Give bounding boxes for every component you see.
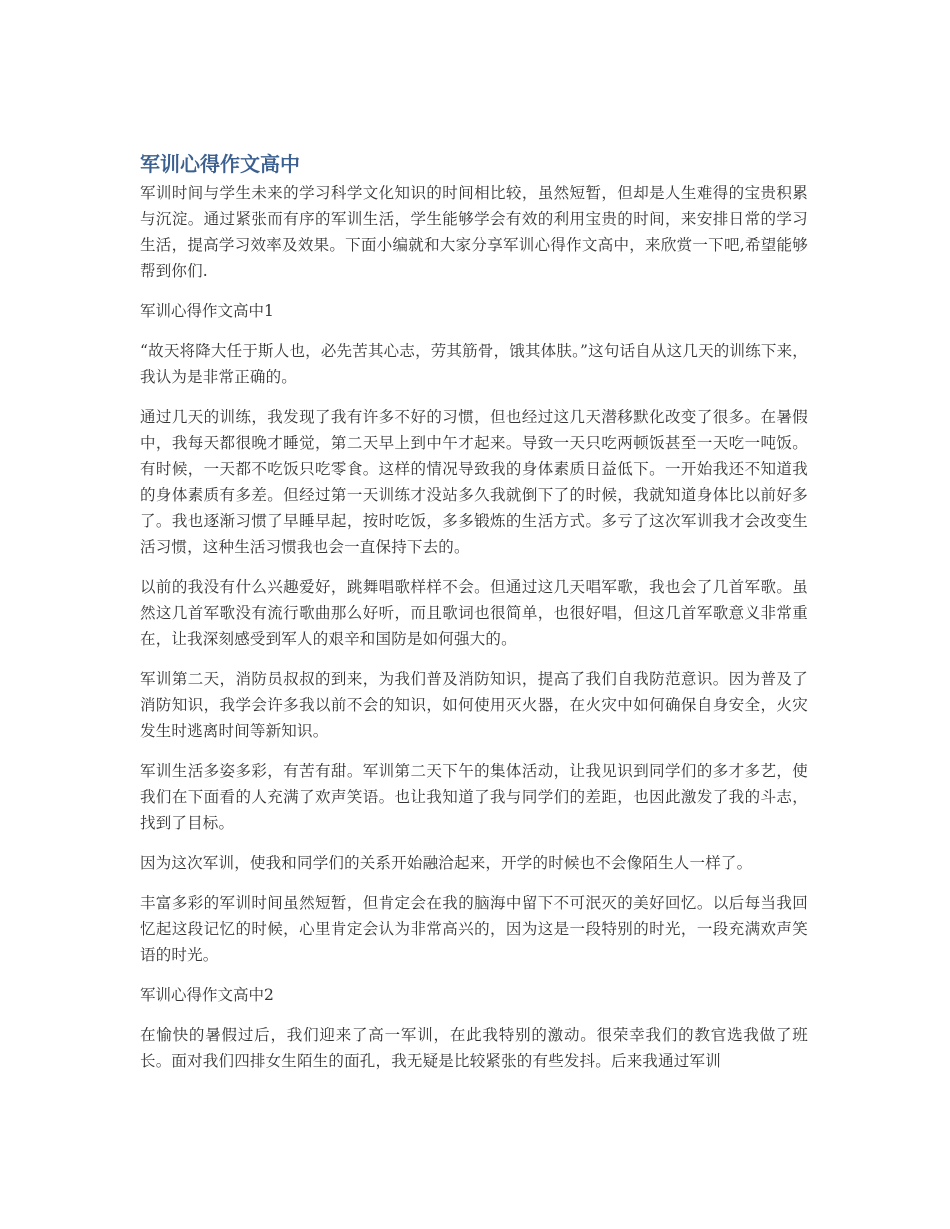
section-1-paragraph: “故天将降大任于斯人也，必先苦其心志，劳其筋骨，饿其体肤。”这句话自从这几天的训练下来，我认为是非常正确的。 [140,342,808,386]
document-title: 军训心得作文高中 [140,152,300,176]
section-1-heading: 军训心得作文高中1 [140,302,274,320]
section-1-paragraph: 军训第二天，消防员叔叔的到来，为我们普及消防知识，提高了我们自我防范意识。因为普及了消防知识，我学会许多我以前不会的知识，如何使用灭火器，在火灾中如何确保自身安全，火灾发生时逃离时间等新知识。 [140,670,808,740]
section-1-paragraph: 因为这次军训，使我和同学们的关系开始融洽起来，开学的时候也不会像陌生人一样了。 [140,854,753,872]
section-2-heading: 军训心得作文高中2 [140,986,274,1004]
section-1-paragraph: 以前的我没有什么兴趣爱好，跳舞唱歌样样不会。但通过这几天唱军歌，我也会了几首军歌。虽然这几首军歌没有流行歌曲那么好听，而且歌词也很简单，也很好唱，但这几首军歌意义非常重在，让我深刻感受到军人的艰辛和国防是如何强大的。 [140,578,808,648]
document-page [140,150,808,1088]
section-1-paragraph: 丰富多彩的军训时间虽然短暂，但肯定会在我的脑海中留下不可泯灭的美好回忆。以后每当我回忆起这段记忆的时候，心里肯定会认为非常高兴的，因为这是一段特别的时光，一段充满欢声笑语的时光。 [140,894,808,964]
section-1-paragraph: 军训生活多姿多彩，有苦有甜。军训第二天下午的集体活动，让我见识到同学们的多才多艺，使我们在下面看的人充满了欢声笑语。也让我知道了我与同学们的差距，也因此激发了我的斗志，找到了目标。 [140,762,808,832]
section-1-paragraph: 通过几天的训练，我发现了我有许多不好的习惯，但也经过这几天潜移默化改变了很多。在暑假中，我每天都很晚才睡觉，第二天早上到中午才起来。导致一天只吃两顿饭甚至一天吃一吨饭。有时候，一天都不吃饭只吃零食。这样的情况导致我的身体素质日益低下。一开始我还不知道我的身体素质有多差。但经过第一天训练才没站多久我就倒下了的时候，我就知道身体比以前好多了。我也逐渐习惯了早睡早起，按时吃饭，多多锻炼的生活方式。多亏了这次军训我才会改变生活习惯，这种生活习惯我也会一直保持下去的。 [140,408,808,556]
intro-paragraph: 军训时间与学生未来的学习科学文化知识的时间相比较，虽然短暂，但却是人生难得的宝贵积累与沉淀。通过紧张而有序的军训生活，学生能够学会有效的利用宝贵的时间，来安排日常的学习生活，提高学习效率及效果。下面小编就和大家分享军训心得作文高中，来欣赏一下吧,希望能够帮到你们. [140,184,808,280]
section-2-paragraph: 在愉快的暑假过后，我们迎来了高一军训，在此我特别的激动。很荣幸我们的教官选我做了班长。面对我们四排女生陌生的面孔，我无疑是比较紧张的有些发抖。后来我通过军训 [140,1026,808,1070]
